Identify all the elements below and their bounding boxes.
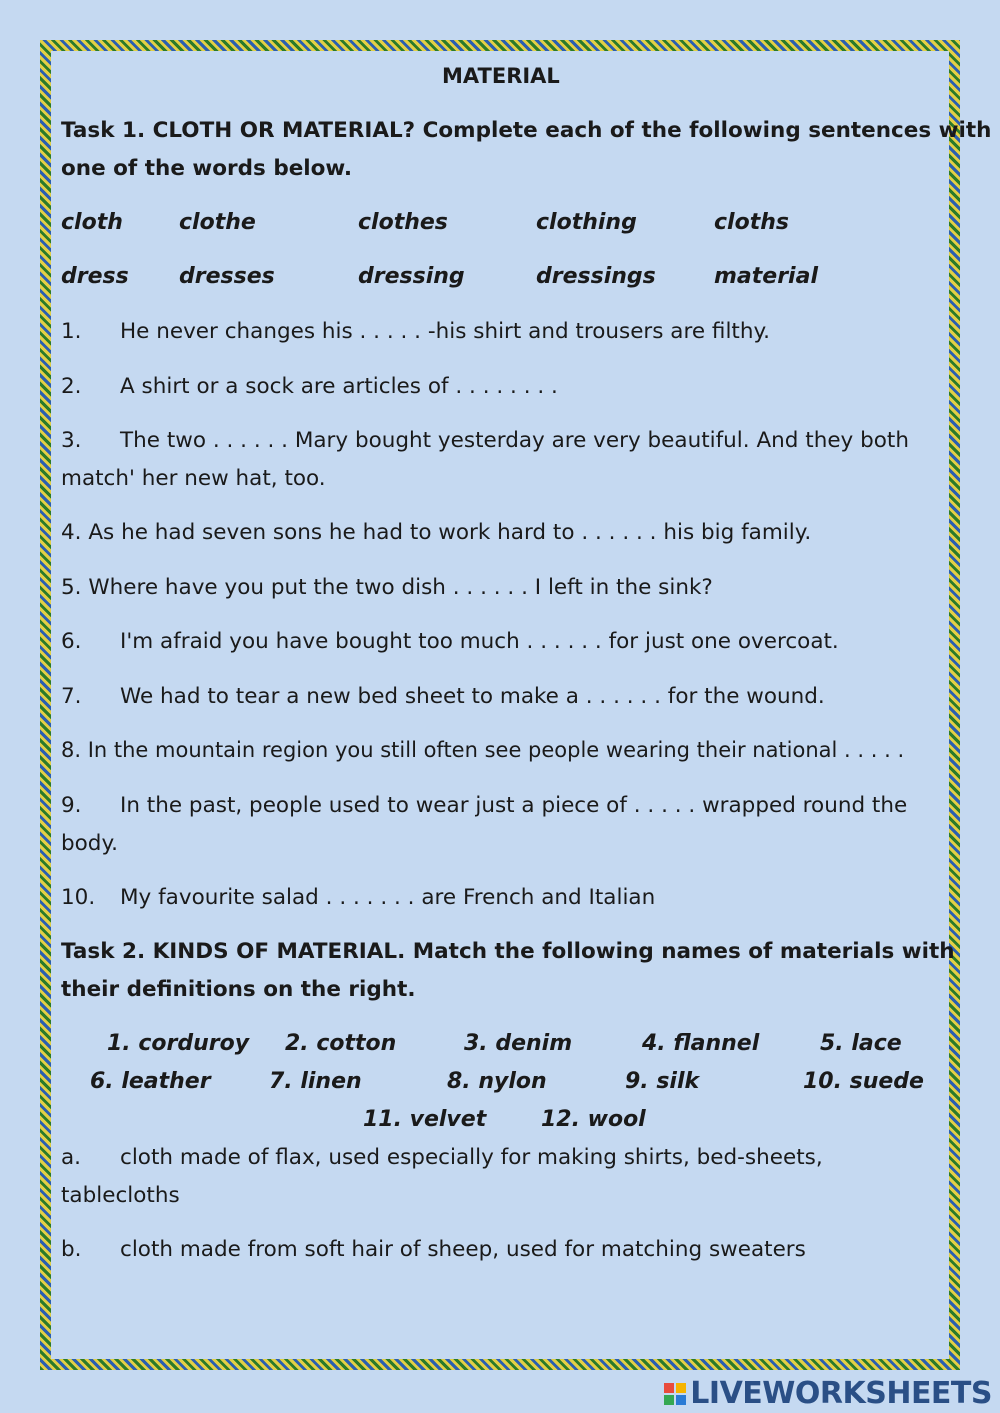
sentence-9-cont: body. xyxy=(61,831,118,856)
material-item: 2. cotton xyxy=(285,1031,397,1056)
sentence-9: 9. In the past, people used to wear just a piece of . . . . . wrapped round the xyxy=(61,793,908,818)
material-item: 7. linen xyxy=(269,1069,362,1094)
sentence-1: 1. He never changes his . . . . . -his shirt and trousers are filthy. xyxy=(61,319,770,344)
sentence-3-cont: match' her new hat, too. xyxy=(61,466,326,491)
word-bank-item: dressings xyxy=(536,264,656,289)
sentence-6: 6. I'm afraid you have bought too much . . . . . . for just one overcoat. xyxy=(61,629,839,654)
word-bank-item: clothes xyxy=(358,210,448,235)
material-item: 3. denim xyxy=(464,1031,573,1056)
word-bank-item: cloths xyxy=(714,210,789,235)
task1-heading: Task 1. CLOTH OR MATERIAL? Complete each of the following sentences with xyxy=(61,118,992,143)
sentence-10: 10. My favourite salad . . . . . . . are French and Italian xyxy=(61,885,656,910)
page-title: MATERIAL xyxy=(442,64,560,88)
material-item: 12. wool xyxy=(541,1107,646,1132)
material-item: 1. corduroy xyxy=(107,1031,250,1056)
material-item: 4. flannel xyxy=(642,1031,760,1056)
material-item: 10. suede xyxy=(803,1069,924,1094)
sentence-8: 8. In the mountain region you still often see people wearing their national . . . . . xyxy=(61,738,905,762)
task2-heading-cont: their definitions on the right. xyxy=(61,977,416,1002)
definition-b: b. cloth made from soft hair of sheep, used for matching sweaters xyxy=(61,1237,806,1262)
material-item: 9. silk xyxy=(625,1069,700,1094)
material-item: 5. lace xyxy=(820,1031,902,1056)
logo-icon xyxy=(664,1383,686,1405)
word-bank-item: dresses xyxy=(179,264,275,289)
definition-a-cont: tablecloths xyxy=(61,1183,180,1208)
word-bank-item: cloth xyxy=(61,210,123,235)
sentence-5: 5. Where have you put the two dish . . . . . . I left in the sink? xyxy=(61,575,713,600)
word-bank-item: dress xyxy=(61,264,129,289)
sentence-3: 3. The two . . . . . . Mary bought yesterday are very beautiful. And they both xyxy=(61,428,909,453)
word-bank-item: clothing xyxy=(536,210,637,235)
word-bank-item: clothe xyxy=(179,210,256,235)
task1-heading-cont: one of the words below. xyxy=(61,156,353,181)
definition-a: a. cloth made of flax, used especially for making shirts, bed-sheets, xyxy=(61,1145,823,1170)
material-item: 8. nylon xyxy=(447,1069,547,1094)
liveworksheets-logo: LIVEWORKSHEETS xyxy=(664,1376,992,1411)
material-item: 11. velvet xyxy=(363,1107,487,1132)
sentence-4: 4. As he had seven sons he had to work hard to . . . . . . his big family. xyxy=(61,520,812,545)
task2-heading: Task 2. KINDS OF MATERIAL. Match the following names of materials with xyxy=(61,939,955,964)
sentence-7: 7. We had to tear a new bed sheet to make a . . . . . . for the wound. xyxy=(61,684,825,709)
word-bank-item: dressing xyxy=(358,264,465,289)
material-item: 6. leather xyxy=(90,1069,211,1094)
sentence-2: 2. A shirt or a sock are articles of . . . . . . . . xyxy=(61,374,558,399)
word-bank-item: material xyxy=(714,264,818,289)
